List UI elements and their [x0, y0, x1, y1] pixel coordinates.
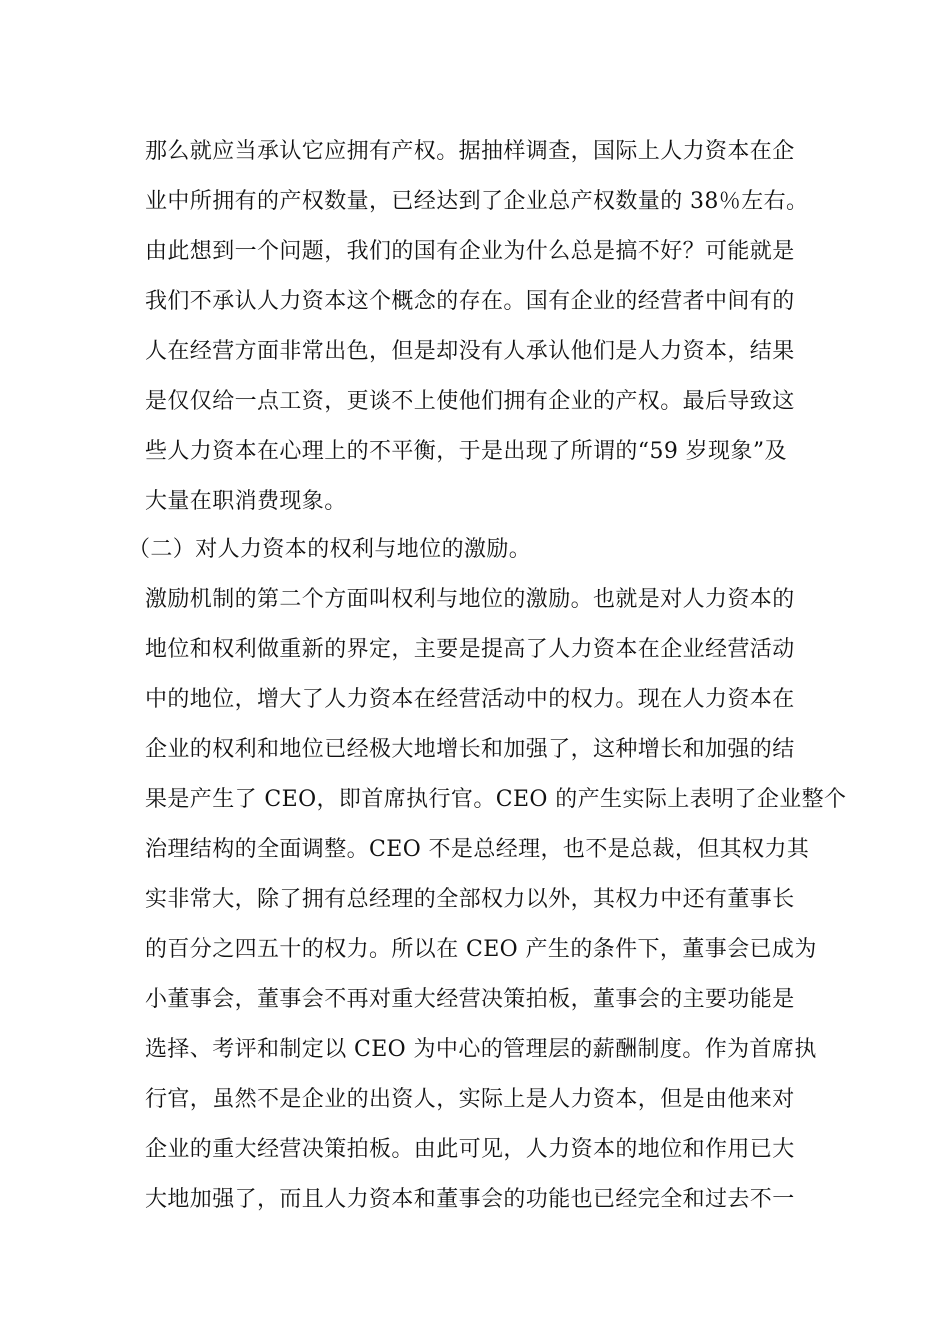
- paragraph-line: 小董事会，董事会不再对重大经营决策拍板，董事会的主要功能是: [145, 987, 795, 1012]
- paragraph-line: 企业的权利和地位已经极大地增长和加强了，这种增长和加强的结: [145, 737, 795, 762]
- paragraph-line: 由此想到一个问题，我们的国有企业为什么总是搞不好？可能就是: [145, 239, 795, 264]
- paragraph-line: 激励机制的第二个方面叫权利与地位的激励。也就是对人力资本的: [145, 587, 795, 612]
- paragraph-line: 些人力资本在心理上的不平衡，于是出现了所谓的“59 岁现象”及: [145, 439, 787, 464]
- paragraph-line: 果是产生了 CEO，即首席执行官。CEO 的产生实际上表明了企业整个: [145, 787, 847, 812]
- paragraph-line: 那么就应当承认它应拥有产权。据抽样调查，国际上人力资本在企: [145, 139, 795, 164]
- paragraph-line: 人在经营方面非常出色，但是却没有人承认他们是人力资本，结果: [145, 339, 795, 364]
- section-heading: （二）对人力资本的权利与地位的激励。: [128, 537, 532, 562]
- paragraph-line: 业中所拥有的产权数量，已经达到了企业总产权数量的 38％左右。: [145, 189, 809, 214]
- paragraph-line: 我们不承认人力资本这个概念的存在。国有企业的经营者中间有的: [145, 289, 795, 314]
- paragraph-line: 大地加强了，而且人力资本和董事会的功能也已经完全和过去不一: [145, 1187, 795, 1212]
- paragraph-line: 治理结构的全面调整。CEO 不是总经理，也不是总裁，但其权力其: [145, 837, 810, 862]
- paragraph-line: 选择、考评和制定以 CEO 为中心的管理层的薪酬制度。作为首席执: [145, 1037, 817, 1062]
- paragraph-line: 实非常大，除了拥有总经理的全部权力以外，其权力中还有董事长: [145, 887, 795, 912]
- paragraph-line: 企业的重大经营决策拍板。由此可见，人力资本的地位和作用已大: [145, 1137, 795, 1162]
- paragraph-line: 是仅仅给一点工资，更谈不上使他们拥有企业的产权。最后导致这: [145, 389, 795, 414]
- paragraph-line: 行官，虽然不是企业的出资人，实际上是人力资本，但是由他来对: [145, 1087, 795, 1112]
- paragraph-line: 大量在职消费现象。: [145, 489, 347, 514]
- paragraph-line: 中的地位，增大了人力资本在经营活动中的权力。现在人力资本在: [145, 687, 795, 712]
- paragraph-line: 的百分之四五十的权力。所以在 CEO 产生的条件下，董事会已成为: [145, 937, 817, 962]
- paragraph-line: 地位和权利做重新的界定，主要是提高了人力资本在企业经营活动: [145, 637, 795, 662]
